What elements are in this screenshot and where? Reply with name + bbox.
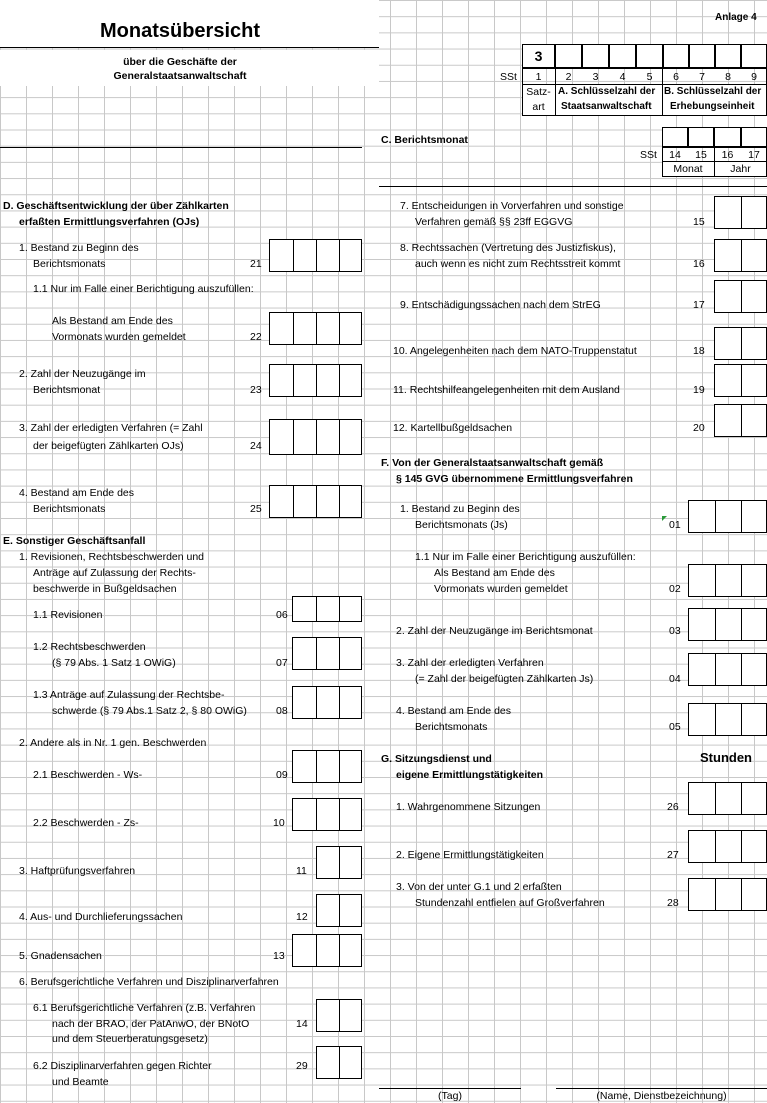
sst-label: SSt xyxy=(500,71,517,83)
field-number: 17 xyxy=(693,299,705,311)
field-number: 07 xyxy=(276,657,288,669)
b-label: Erhebungseinheit xyxy=(670,101,755,112)
e-item-8: 8. Rechtssachen (Vertretung des Justizfiskus), xyxy=(400,242,616,254)
d-23-input[interactable] xyxy=(269,364,362,397)
d-item-2: Berichtsmonat xyxy=(33,384,101,396)
signature-line[interactable] xyxy=(556,1088,767,1089)
f-02-input[interactable] xyxy=(688,564,767,597)
section-d-title: D. Geschäftsentwicklung der über Zählkarten xyxy=(3,200,229,212)
e-11-input[interactable] xyxy=(316,846,362,879)
e-09-input[interactable] xyxy=(292,750,362,783)
year-box[interactable] xyxy=(741,127,767,147)
field-number: 02 xyxy=(669,583,681,595)
e-item-6: 6. Berufsgerichtliche Verfahren und Disziplinarverfahren xyxy=(19,976,279,988)
g-item-1: 1. Wahrgenommene Sitzungen xyxy=(396,801,541,813)
field-number: 01 xyxy=(669,519,681,531)
field-number: 10 xyxy=(273,817,285,829)
section-e-title: E. Sonstiger Geschäftsanfall xyxy=(3,535,146,547)
field-number: 15 xyxy=(693,216,705,228)
e-07-input[interactable] xyxy=(292,637,362,670)
d-item-1-1: Als Bestand am Ende des xyxy=(52,315,173,327)
e-item-11: 11. Rechtshilfeangelegenheiten mit dem Ausland xyxy=(393,384,620,396)
field-number: 11 xyxy=(296,865,307,877)
key-box[interactable] xyxy=(741,44,767,68)
e-item-10: 10. Angelegenheiten nach dem NATO-Truppenstatut xyxy=(393,345,637,357)
field-number: 18 xyxy=(693,345,705,357)
e-15-input[interactable] xyxy=(714,196,767,229)
field-number: 03 xyxy=(669,625,681,637)
e-item-5: 5. Gnadensachen xyxy=(19,950,102,962)
d-item-1: 1. Bestand zu Beginn des xyxy=(19,242,139,254)
field-number: 25 xyxy=(250,503,262,515)
d-item-1-1: Vormonats wurden gemeldet xyxy=(52,331,186,343)
f-item-1: Berichtsmonats (Js) xyxy=(415,519,508,531)
c-col: 14 xyxy=(669,149,681,161)
key-box[interactable] xyxy=(715,44,741,68)
g-27-input[interactable] xyxy=(688,830,767,863)
g-item-3: Stundenzahl entfielen auf Großverfahren xyxy=(415,897,605,909)
e-20-input[interactable] xyxy=(714,404,767,437)
field-number: 19 xyxy=(693,384,705,396)
a-label: A. Schlüsselzahl der xyxy=(558,86,656,97)
d-item-4: 4. Bestand am Ende des xyxy=(19,487,134,499)
e-08-input[interactable] xyxy=(292,686,362,719)
e-item-1-3: schwerde (§ 79 Abs.1 Satz 2, § 80 OWiG) xyxy=(52,705,247,717)
key-box[interactable] xyxy=(663,44,689,68)
e-13-input[interactable] xyxy=(292,934,362,967)
d-24-input[interactable] xyxy=(269,419,362,455)
col-3: 3 xyxy=(592,71,599,83)
e-29-input[interactable] xyxy=(316,1046,362,1079)
e-item-6-2: 6.2 Disziplinarverfahren gegen Richter xyxy=(33,1060,212,1072)
f-item-1-1: Als Bestand am Ende des xyxy=(434,567,555,579)
f-item-1: 1. Bestand zu Beginn des xyxy=(400,503,520,515)
e-item-2-1: 2.1 Beschwerden - Ws- xyxy=(33,769,143,781)
e-item-1-1: 1.1 Revisionen xyxy=(33,609,103,621)
e-14-input[interactable] xyxy=(316,999,362,1032)
e-19-input[interactable] xyxy=(714,364,767,397)
satzart-label: art xyxy=(532,101,545,113)
section-c-title: C. Berichtsmonat xyxy=(381,134,468,146)
field-number: 12 xyxy=(296,911,308,923)
col-9: 9 xyxy=(751,71,757,83)
c-col: 15 xyxy=(695,149,707,161)
d-item-3: der beigefügten Zählkarten OJs) xyxy=(33,440,184,452)
subtitle-line2: Generalstaatsanwaltschaft xyxy=(113,70,247,82)
e-item-1-2: 1.2 Rechtsbeschwerden xyxy=(33,641,146,653)
section-g-title: G. Sitzungsdienst und xyxy=(381,753,492,765)
section-g-title: eigene Ermittlungstätigkeiten xyxy=(396,769,544,781)
e-item-7: Verfahren gemäß §§ 23ff EGGVG xyxy=(415,216,573,228)
g-28-input[interactable] xyxy=(688,878,767,911)
e-item-1-3: 1.3 Anträge auf Zulassung der Rechtsbe- xyxy=(33,689,225,701)
col-1: 1 xyxy=(535,71,542,83)
e-item-1: beschwerde in Bußgeldsachen xyxy=(33,583,177,595)
d-item-2: 2. Zahl der Neuzugänge im xyxy=(19,368,146,380)
d-25-input[interactable] xyxy=(269,485,362,518)
f-05-input[interactable] xyxy=(688,703,767,736)
month-box[interactable] xyxy=(688,127,714,147)
field-number: 13 xyxy=(273,950,285,962)
satzart-field[interactable] xyxy=(522,44,555,68)
e-12-input[interactable] xyxy=(316,894,362,927)
satzart-value: 3 xyxy=(534,48,543,64)
e-10-input[interactable] xyxy=(292,798,362,831)
field-number: 16 xyxy=(693,258,705,270)
satzart-label: Satz- xyxy=(526,86,551,98)
field-number: 28 xyxy=(667,897,679,909)
anlage-label: Anlage 4 xyxy=(715,12,757,23)
e-16-input[interactable] xyxy=(714,239,767,272)
e-item-6-1: 6.1 Berufsgerichtliche Verfahren (z.B. Verfahren xyxy=(33,1002,256,1014)
e-item-1: 1. Revisionen, Rechtsbeschwerden und xyxy=(19,551,205,563)
field-number: 21 xyxy=(250,258,262,270)
f-04-input[interactable] xyxy=(688,653,767,686)
f-item-2: 2. Zahl der Neuzugänge im Berichtsmonat xyxy=(396,625,593,637)
key-box[interactable] xyxy=(582,44,609,68)
c-col: 16 xyxy=(721,149,734,161)
f-item-1-1: 1.1 Nur im Falle einer Berichtigung auszufüllen: xyxy=(415,551,636,563)
jahr-label: Jahr xyxy=(730,163,751,175)
date-label: (Tag) xyxy=(438,1090,462,1102)
col-5: 5 xyxy=(646,71,653,83)
monat-label: Monat xyxy=(673,163,703,175)
f-01-input[interactable] xyxy=(688,500,767,533)
e-item-6-1: und dem Steuerberatungsgesetz) xyxy=(52,1033,208,1045)
d-item-4: Berichtsmonats xyxy=(33,503,106,515)
subtitle-line1: über die Geschäfte der xyxy=(123,56,237,68)
page-title: Monatsübersicht xyxy=(99,20,261,42)
field-number: 27 xyxy=(667,849,679,861)
e-item-1-2: (§ 79 Abs. 1 Satz 1 OWiG) xyxy=(52,657,176,669)
year-box[interactable] xyxy=(714,127,741,147)
d-item-1: Berichtsmonats xyxy=(33,258,106,270)
col-4: 4 xyxy=(619,71,626,83)
d-22-input[interactable] xyxy=(269,312,362,345)
e-item-3: 3. Haftprüfungsverfahren xyxy=(19,865,136,877)
e-item-2-2: 2.2 Beschwerden - Zs- xyxy=(33,817,139,829)
col-2: 2 xyxy=(565,71,572,83)
e-item-8: auch wenn es nicht zum Rechtsstreit kommt xyxy=(415,258,621,270)
a-label: Staatsanwaltschaft xyxy=(561,101,652,112)
key-box[interactable] xyxy=(609,44,636,68)
g-item-3: 3. Von der unter G.1 und 2 erfaßten xyxy=(396,881,562,893)
d-item-3: 3. Zahl der erledigten Verfahren (= Zahl xyxy=(19,422,203,434)
f-item-3: 3. Zahl der erledigten Verfahren xyxy=(396,657,544,669)
field-number: 26 xyxy=(667,801,679,813)
field-number: 29 xyxy=(296,1060,308,1072)
month-box[interactable] xyxy=(662,127,688,147)
key-box[interactable] xyxy=(555,44,582,68)
c-sst-label: SSt xyxy=(640,149,657,161)
comment-marker-icon xyxy=(662,516,667,521)
g-26-input[interactable] xyxy=(688,782,767,815)
f-03-input[interactable] xyxy=(688,608,767,641)
field-number: 04 xyxy=(669,673,681,685)
f-item-3: (= Zahl der beigefügten Zählkarten Js) xyxy=(415,673,594,685)
e-item-4: 4. Aus- und Durchlieferungssachen xyxy=(19,911,183,923)
section-f-title: F. Von der Generalstaatsanwaltschaft gemäß xyxy=(381,457,604,469)
field-number: 08 xyxy=(276,705,288,717)
f-item-1-1: Vormonats wurden gemeldet xyxy=(434,583,568,595)
field-number: 20 xyxy=(693,422,705,434)
e-item-2: 2. Andere als in Nr. 1 gen. Beschwerden xyxy=(19,737,207,749)
field-number: 23 xyxy=(250,384,262,396)
e-item-6-1: nach der BRAO, der PatAnwO, der BNotO xyxy=(52,1018,250,1030)
field-number: 22 xyxy=(250,331,262,343)
e-item-12: 12. Kartellbußgeldsachen xyxy=(393,422,513,434)
section-d-title: erfaßten Ermittlungsverfahren (OJs) xyxy=(19,216,200,228)
d-21-input[interactable] xyxy=(269,239,362,272)
field-number: 05 xyxy=(669,721,681,733)
key-box[interactable] xyxy=(636,44,663,68)
e-item-1: Anträge auf Zulassung der Rechts- xyxy=(33,567,196,579)
stunden-label: Stunden xyxy=(700,750,752,765)
signature-label: (Name, Dienstbezeichnung) xyxy=(596,1090,727,1102)
f-item-4: Berichtsmonats xyxy=(415,721,488,733)
e-18-input[interactable] xyxy=(714,327,767,360)
e-06-input[interactable] xyxy=(292,596,362,622)
e-17-input[interactable] xyxy=(714,280,767,313)
e-item-7: 7. Entscheidungen in Vorverfahren und sonstige xyxy=(400,200,624,212)
g-item-2: 2. Eigene Ermittlungstätigkeiten xyxy=(396,849,544,861)
f-item-4: 4. Bestand am Ende des xyxy=(396,705,511,717)
section-f-title: § 145 GVG übernommene Ermittlungsverfahren xyxy=(396,473,633,485)
field-number: 14 xyxy=(296,1018,308,1030)
d-item-1-1: 1.1 Nur im Falle einer Berichtigung auszufüllen: xyxy=(33,283,254,295)
field-number: 09 xyxy=(276,769,288,781)
c-col: 17 xyxy=(748,149,760,161)
col-7: 7 xyxy=(699,71,705,83)
date-line[interactable] xyxy=(379,1088,521,1089)
col-6: 6 xyxy=(673,71,679,83)
field-number: 06 xyxy=(276,609,288,621)
b-label: B. Schlüsselzahl der xyxy=(664,86,762,97)
col-8: 8 xyxy=(725,71,731,83)
e-item-9: 9. Entschädigungssachen nach dem StrEG xyxy=(400,299,601,311)
key-box[interactable] xyxy=(689,44,715,68)
field-number: 24 xyxy=(250,440,262,452)
e-item-6-2: und Beamte xyxy=(52,1076,109,1088)
